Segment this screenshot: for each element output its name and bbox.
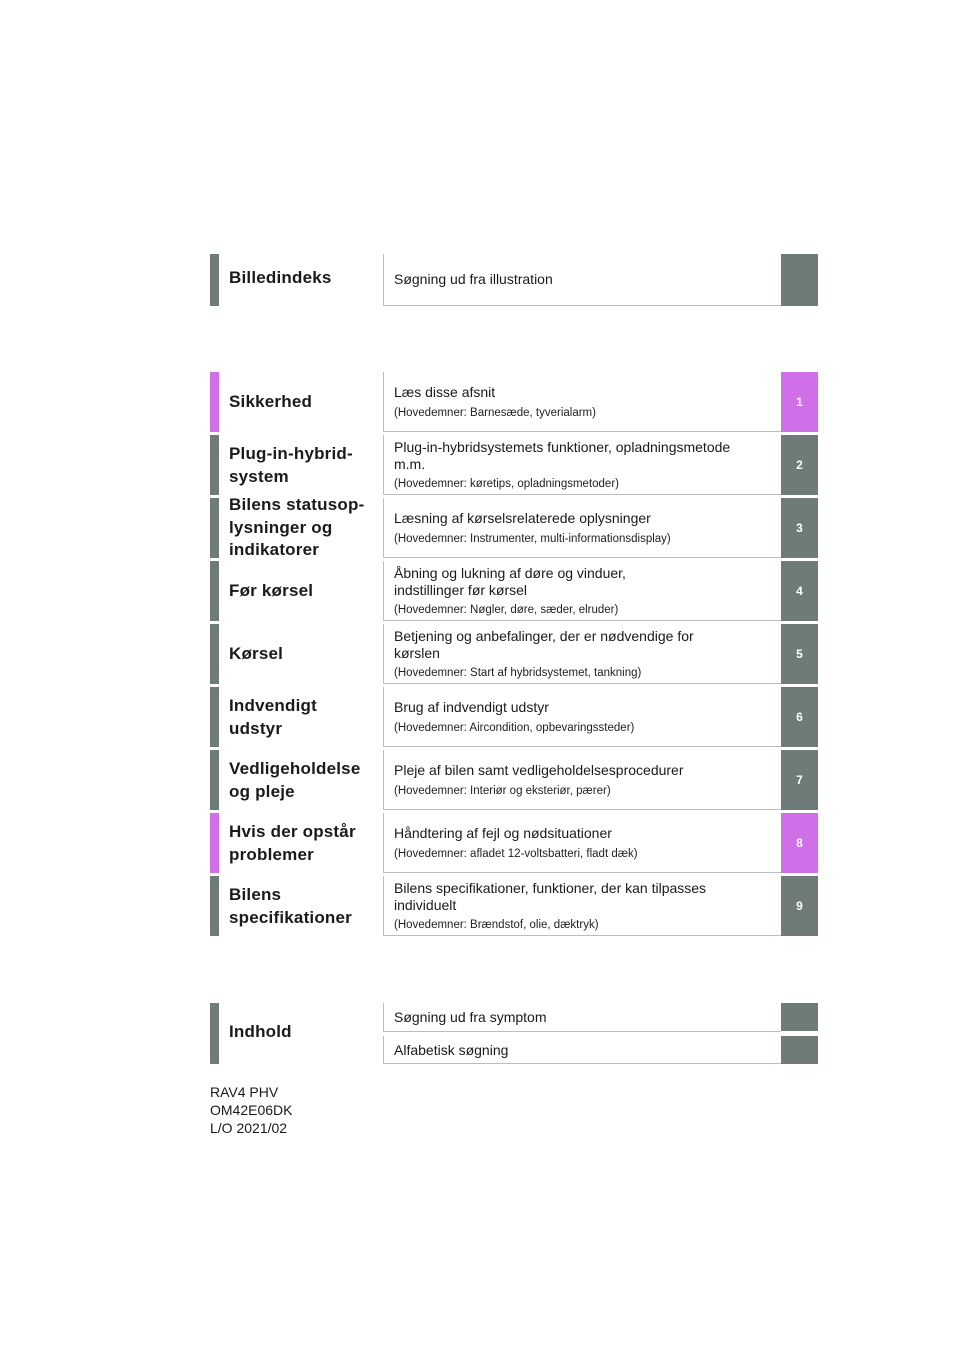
chapter-description-line: Brug af indvendigt udstyr (394, 699, 549, 716)
chapter-number-tab[interactable]: 5 (781, 624, 818, 684)
chapter-title-line: indikatorer (229, 540, 320, 559)
picture-index-description: Søgning ud fra illustration (394, 271, 553, 288)
chapter-row[interactable] (210, 624, 818, 684)
chapter-title-line: lysninger og (229, 517, 333, 537)
symptom-search-link[interactable] (383, 1003, 781, 1032)
chapter-title-line: Før kørsel (229, 581, 314, 600)
chapter-title-line: system (229, 466, 289, 486)
picture-index-description-cell (383, 254, 781, 306)
chapter-title (229, 884, 379, 929)
chapter-description (394, 825, 781, 842)
contents-row (210, 1003, 818, 1064)
manual-code: OM42E06DK (210, 1102, 293, 1118)
chapter-bar (210, 561, 219, 621)
chapter-bar (210, 498, 219, 558)
chapter-title-line: Bilens (229, 885, 282, 904)
chapter-description-cell (383, 372, 781, 432)
chapter-bar (210, 876, 219, 936)
chapter-description-line: Åbning og lukning af døre og vinduer, (394, 565, 626, 581)
chapter-description (394, 439, 781, 472)
chapter-title-line: problemer (229, 844, 314, 864)
chapter-bar (210, 687, 219, 747)
chapter-title-line: specifikationer (229, 907, 352, 927)
chapter-row[interactable] (210, 372, 818, 432)
chapter-topics: (Hovedemner: Barnesæde, tyverialarm) (394, 406, 596, 419)
picture-index-row[interactable] (210, 254, 818, 306)
chapter-row[interactable] (210, 876, 818, 936)
chapter-title (229, 391, 379, 414)
contents-bar (210, 1003, 219, 1064)
chapter-description-cell (383, 624, 781, 684)
chapter-title-line: Kørsel (229, 644, 284, 663)
chapter-title-line: Hvis der opstår (229, 822, 356, 841)
chapter-bar (210, 435, 219, 495)
chapter-description (394, 384, 781, 401)
chapter-row[interactable] (210, 561, 818, 621)
chapter-bar (210, 813, 219, 873)
chapter-row[interactable] (210, 813, 818, 873)
chapter-description-line: individuelt (394, 896, 457, 913)
chapter-title (229, 443, 379, 488)
chapter-description-line: Betjening og anbefalinger, der er nødvendige for (394, 628, 694, 644)
chapter-topics: (Hovedemner: Interiør og eksteriør, pærer) (394, 784, 611, 797)
chapter-description-line: Bilens specifikationer, funktioner, der kan tilpasses (394, 880, 707, 896)
chapter-topics: (Hovedemner: Start af hybridsystemet, tankning) (394, 667, 642, 679)
chapter-description (394, 880, 781, 913)
chapter-description-cell (383, 435, 781, 495)
chapter-description-line: Læs disse afsnit (394, 384, 496, 401)
alphabetical-search-label: Alfabetisk søgning (394, 1041, 509, 1058)
chapter-row[interactable] (210, 495, 818, 559)
chapter-number-tab[interactable]: 4 (781, 561, 818, 621)
chapter-description-line: Håndtering af fejl og nødsituationer (394, 825, 612, 842)
chapter-description-cell (383, 750, 781, 810)
chapter-description (394, 565, 781, 598)
picture-index-tab[interactable] (781, 254, 818, 306)
picture-index-title: Billedindeks (229, 268, 332, 287)
chapter-number-tab[interactable]: 2 (781, 435, 818, 495)
chapter-description-cell (383, 561, 781, 621)
chapter-title-line: Indvendigt (229, 696, 317, 715)
chapter-description-line: Pleje af bilen samt vedligeholdelsesprocedurer (394, 762, 684, 779)
alphabetical-search-tab[interactable] (781, 1036, 818, 1064)
chapter-number-tab[interactable]: 3 (781, 498, 818, 558)
chapter-title-line: Sikkerhed (229, 392, 313, 411)
chapter-title (229, 695, 379, 740)
chapter-description (394, 510, 781, 527)
chapter-topics: (Hovedemner: Instrumenter, multi-informationsdisplay) (394, 532, 671, 545)
contents-title: Indhold (229, 1022, 292, 1041)
alphabetical-search-link[interactable] (383, 1036, 781, 1064)
chapter-topics: (Hovedemner: Aircondition, opbevaringssteder) (394, 721, 635, 734)
chapter-bar (210, 624, 219, 684)
chapter-number-tab[interactable]: 7 (781, 750, 818, 810)
chapter-number-tab[interactable]: 1 (781, 372, 818, 432)
symptom-search-tab[interactable] (781, 1003, 818, 1031)
chapter-bar (210, 372, 219, 432)
chapter-title-line: Bilens statusop- (229, 495, 365, 514)
lo-date: L/O 2021/02 (210, 1120, 288, 1136)
chapter-row[interactable] (210, 687, 818, 747)
chapter-title (229, 494, 379, 562)
chapter-topics: (Hovedemner: køretips, opladningsmetoder) (394, 478, 619, 490)
chapter-topics: (Hovedemner: Nøgler, døre, sæder, elruder) (394, 604, 619, 616)
chapter-title (229, 821, 379, 866)
chapter-row[interactable] (210, 435, 818, 495)
chapter-description-line: Plug-in-hybridsystemets funktioner, opladningsmetode (394, 439, 731, 455)
symptom-search-label: Søgning ud fra symptom (394, 1009, 547, 1025)
chapter-description-cell (383, 813, 781, 873)
chapter-title-line: Vedligeholdelse (229, 759, 361, 778)
chapter-description-line: indstillinger før kørsel (394, 581, 528, 598)
chapter-number-tab[interactable]: 8 (781, 813, 818, 873)
chapter-bar (210, 750, 219, 810)
chapter-title (229, 758, 379, 803)
chapter-topics: (Hovedemner: Brændstof, olie, dæktryk) (394, 919, 599, 931)
document-footer (210, 1083, 292, 1137)
chapter-description-cell (383, 876, 781, 936)
chapter-topics: (Hovedemner: afladet 12-voltsbatteri, fladt dæk) (394, 847, 638, 860)
chapter-description-line: kørslen (394, 644, 440, 661)
chapter-title (229, 643, 379, 666)
chapter-title (229, 580, 379, 603)
chapter-description-cell (383, 498, 781, 558)
chapter-row[interactable] (210, 750, 818, 810)
chapter-description-line: Læsning af kørselsrelaterede oplysninger (394, 510, 651, 527)
chapter-description (394, 762, 781, 779)
chapter-title-line: og pleje (229, 781, 295, 801)
chapter-description (394, 628, 781, 661)
chapter-description-line: m.m. (394, 455, 426, 472)
chapter-number-tab[interactable]: 6 (781, 687, 818, 747)
chapter-description (394, 699, 781, 716)
chapter-title-line: Plug-in-hybrid- (229, 444, 353, 463)
picture-index-bar (210, 254, 219, 306)
chapter-title-line: udstyr (229, 718, 283, 738)
chapter-number-tab[interactable]: 9 (781, 876, 818, 936)
chapter-description-cell (383, 687, 781, 747)
model-name: RAV4 PHV (210, 1084, 279, 1100)
